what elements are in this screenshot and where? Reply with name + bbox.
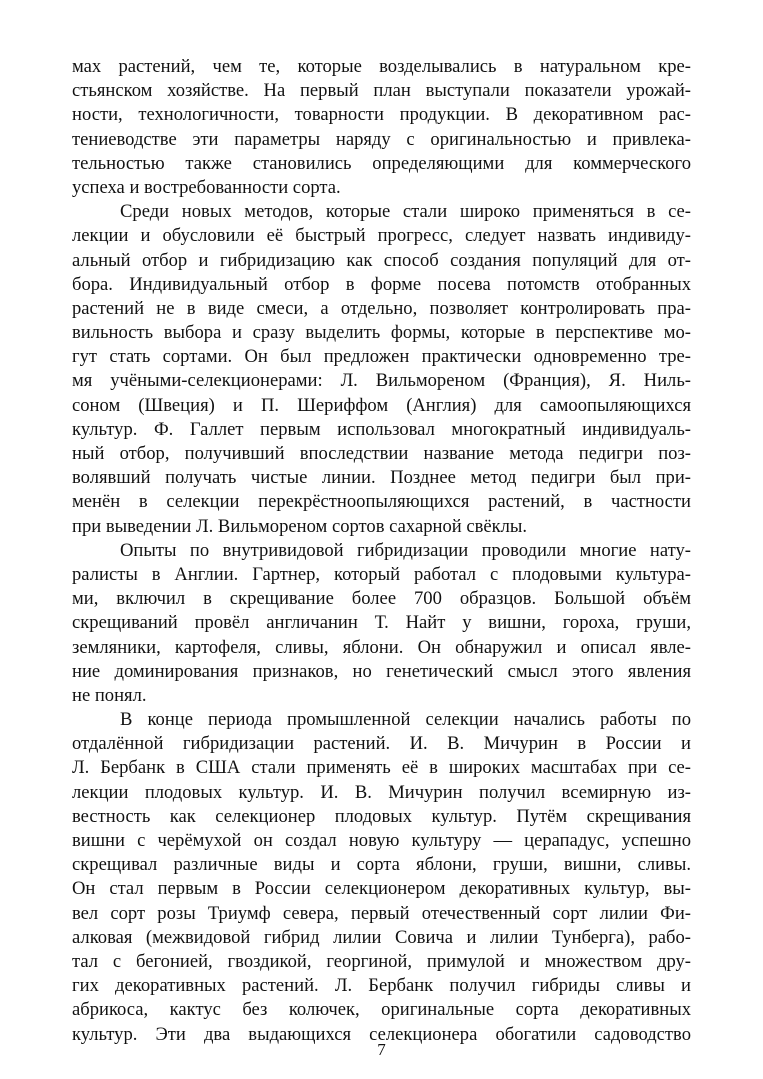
text-line: культур. Ф. Галлет первым использовал многократный индивидуаль- xyxy=(72,418,691,440)
text-line: бора. Индивидуальный отбор в форме посева потомств отобранных xyxy=(72,273,691,295)
text-line: растений не в виде смеси, а отдельно, позволяет контролировать пра- xyxy=(72,297,691,319)
text-line: ние доминирования признаков, но генетический смысл этого явления xyxy=(72,660,691,682)
text-line: скрещивал различные виды и сорта яблони, груши, вишни, сливы. xyxy=(72,854,691,876)
text-line: альный отбор и гибридизацию как способ создания популяций для от- xyxy=(72,249,691,271)
text-line: культур. Эти два выдающихся селекционера обогатили садоводство xyxy=(72,1023,691,1045)
paragraph-first-line: Среди новых методов, которые стали широко применяться в се- xyxy=(120,201,691,223)
text-line: ралисты в Англии. Гартнер, который работал с плодовыми культура- xyxy=(72,563,691,585)
body-text xyxy=(72,55,691,1047)
text-line: успеха и востребованности сорта. xyxy=(72,176,341,198)
text-line: лекции плодовых культур. И. В. Мичурин получил всемирную из- xyxy=(72,781,691,803)
text-line: абрикоса, кактус без колючек, оригинальные сорта декоративных xyxy=(72,999,691,1021)
text-line: волявший получать чистые линии. Позднее метод педигри был при- xyxy=(72,467,691,489)
text-line: вестность как селекционер плодовых культур. Путём скрещивания xyxy=(72,805,691,827)
text-line: вишни с черёмухой он создал новую культуру — церападус, успешно xyxy=(72,830,691,851)
text-line: при выведении Л. Вильмореном сортов сахарной свёклы. xyxy=(72,515,528,537)
text-line: отдалённой гибридизации растений. И. В. Мичурин в России и xyxy=(72,733,691,755)
text-line: тельностью также становились определяющими для коммерческого xyxy=(72,152,691,174)
text-line: ми, включил в скрещивание более 700 образцов. Большой объём xyxy=(72,588,691,610)
text-line: тениеводстве эти параметры наряду с оригинальностью и привлека- xyxy=(72,128,691,150)
text-line: тал с бегонией, гвоздикой, георгиной, примулой и множеством дру- xyxy=(72,950,691,972)
text-line: мах растений, чем те, которые возделывались в натуральном кре- xyxy=(72,56,691,77)
text-line: Л. Бербанк в США стали применять её в широких масштабах при се- xyxy=(72,757,691,779)
text-line: менён в селекции перекрёстноопыляющихся растений, в частности xyxy=(72,491,691,513)
text-line: алковая (межвидовой гибрид лилии Совича и лилии Тунберга), рабо- xyxy=(72,926,691,948)
text-line: не понял. xyxy=(72,684,147,706)
text-line: вильность выбора и сразу выделить формы, которые в перспективе мо- xyxy=(72,322,691,344)
paragraph-first-line: Опыты по внутривидовой гибридизации проводили многие нату- xyxy=(120,539,691,561)
text-line: гих декоративных растений. Л. Бербанк получил гибриды сливы и xyxy=(72,975,691,997)
text-line: земляники, картофеля, сливы, яблони. Он обнаружил и описал явле- xyxy=(72,636,691,658)
text-line: лекции и обусловили её быстрый прогресс, следует назвать индивиду- xyxy=(72,225,691,247)
text-line: гут стать сортами. Он был предложен практически одновременно тре- xyxy=(72,346,691,368)
text-line: соном (Швеция) и П. Шериффом (Англия) для самоопыляющихся xyxy=(72,394,691,416)
page-number: 7 xyxy=(377,1040,386,1059)
text-line: вел сорт розы Триумф севера, первый отечественный сорт лилии Фи- xyxy=(72,902,691,924)
text-line: скрещиваний провёл англичанин Т. Найт у вишни, гороха, груши, xyxy=(72,612,691,634)
text-line: ности, технологичности, товарности продукции. В декоративном рас- xyxy=(72,104,691,126)
paragraph-first-line: В конце периода промышленной селекции начались работы по xyxy=(120,709,691,731)
text-line: стьянском хозяйстве. На первый план выступали показатели урожай- xyxy=(72,80,691,102)
text-line: ный отбор, получивший впоследствии название метода педигри поз- xyxy=(72,443,691,464)
text-line: Он стал первым в России селекционером декоративных культур, вы- xyxy=(72,878,691,900)
text-line: мя учёными-селекционерами: Л. Вильмореном (Франция), Я. Ниль- xyxy=(72,370,691,392)
